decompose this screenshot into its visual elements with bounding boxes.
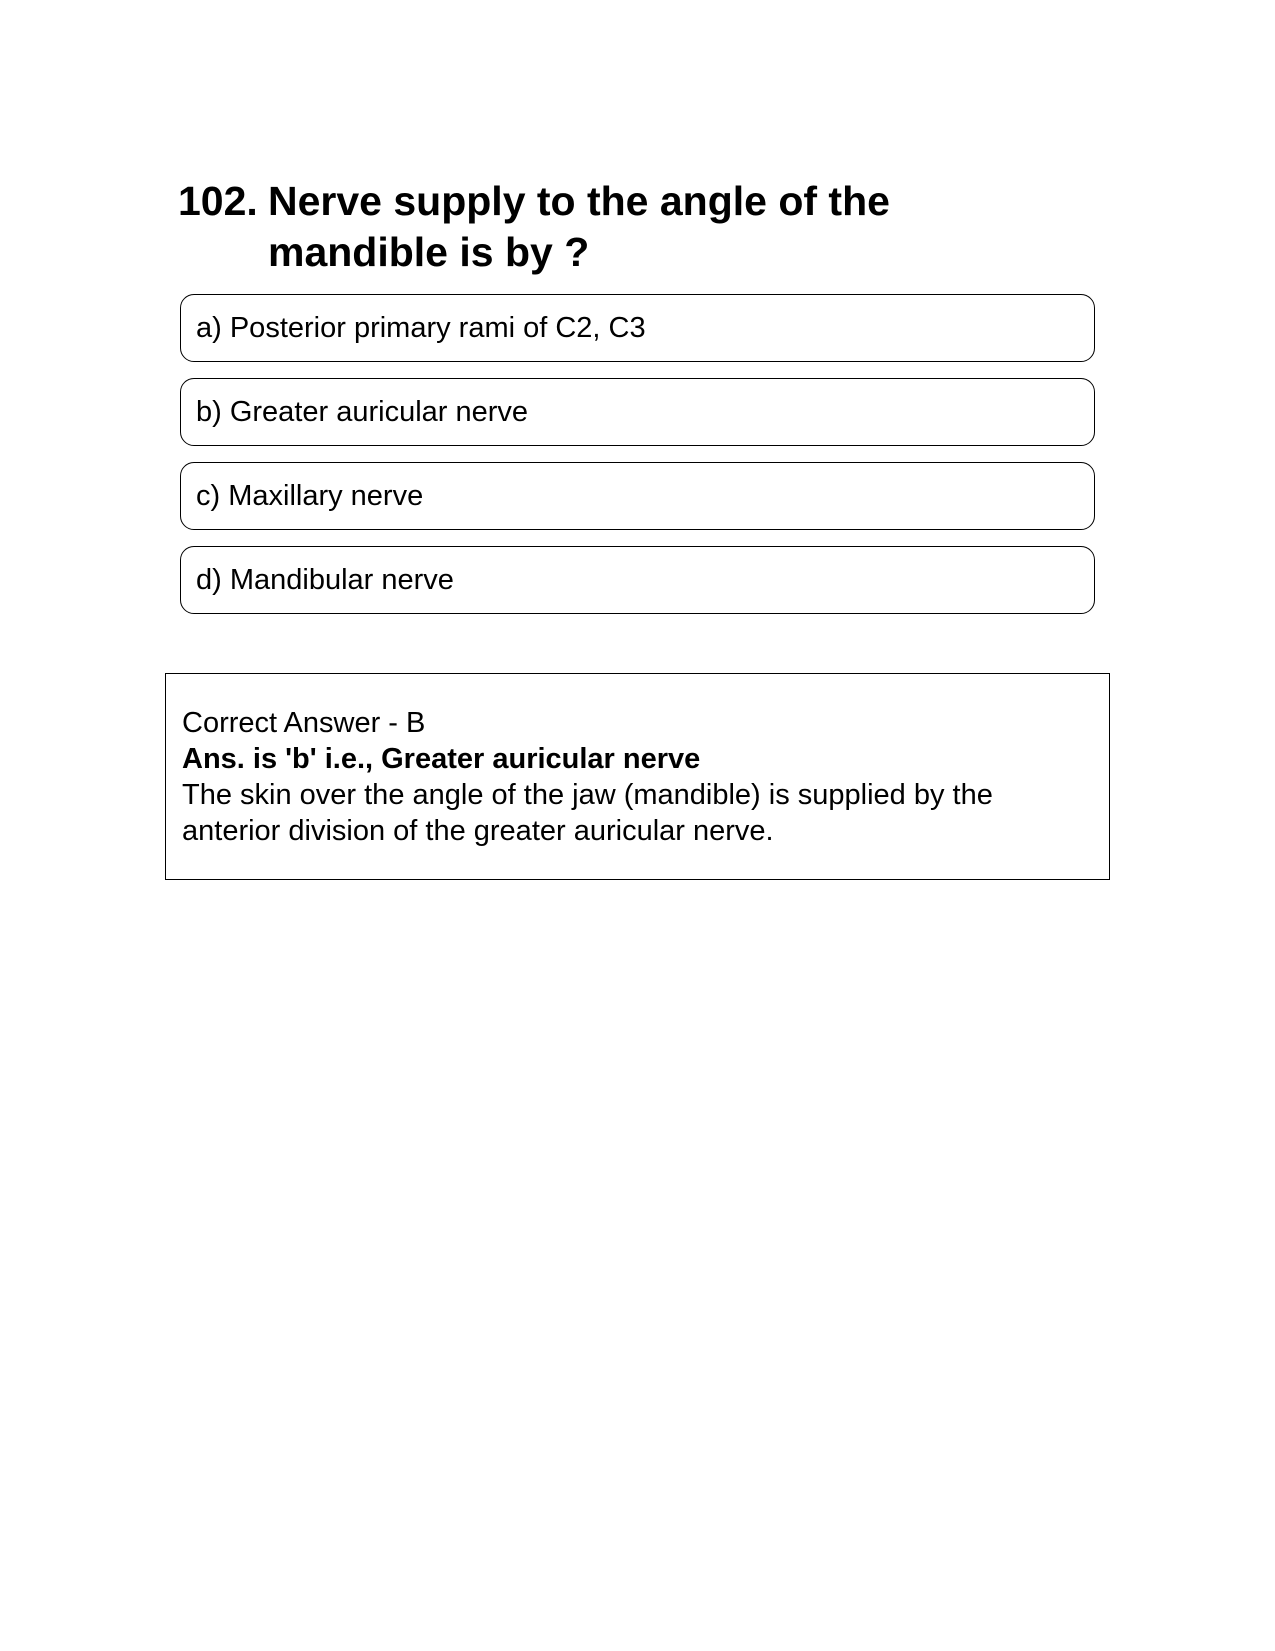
option-d[interactable]: d) Mandibular nerve <box>180 546 1095 614</box>
correct-answer: Correct Answer - B <box>182 707 426 739</box>
question-number: 102. <box>178 178 258 224</box>
answer-explanation: The skin over the angle of the jaw (mandible) is supplied by the anterior division of the greater auricular nerve. <box>182 779 993 847</box>
option-c[interactable]: c) Maxillary nerve <box>180 462 1095 530</box>
question-text: Nerve supply to the angle of the mandible is by ? <box>268 178 890 275</box>
answer-heading: Ans. is 'b' i.e., Greater auricular nerve <box>182 743 701 775</box>
option-b[interactable]: b) Greater auricular nerve <box>180 378 1095 446</box>
options-list <box>180 294 1095 630</box>
question <box>178 176 958 278</box>
answer-box <box>165 673 1110 880</box>
option-a[interactable]: a) Posterior primary rami of C2, C3 <box>180 294 1095 362</box>
